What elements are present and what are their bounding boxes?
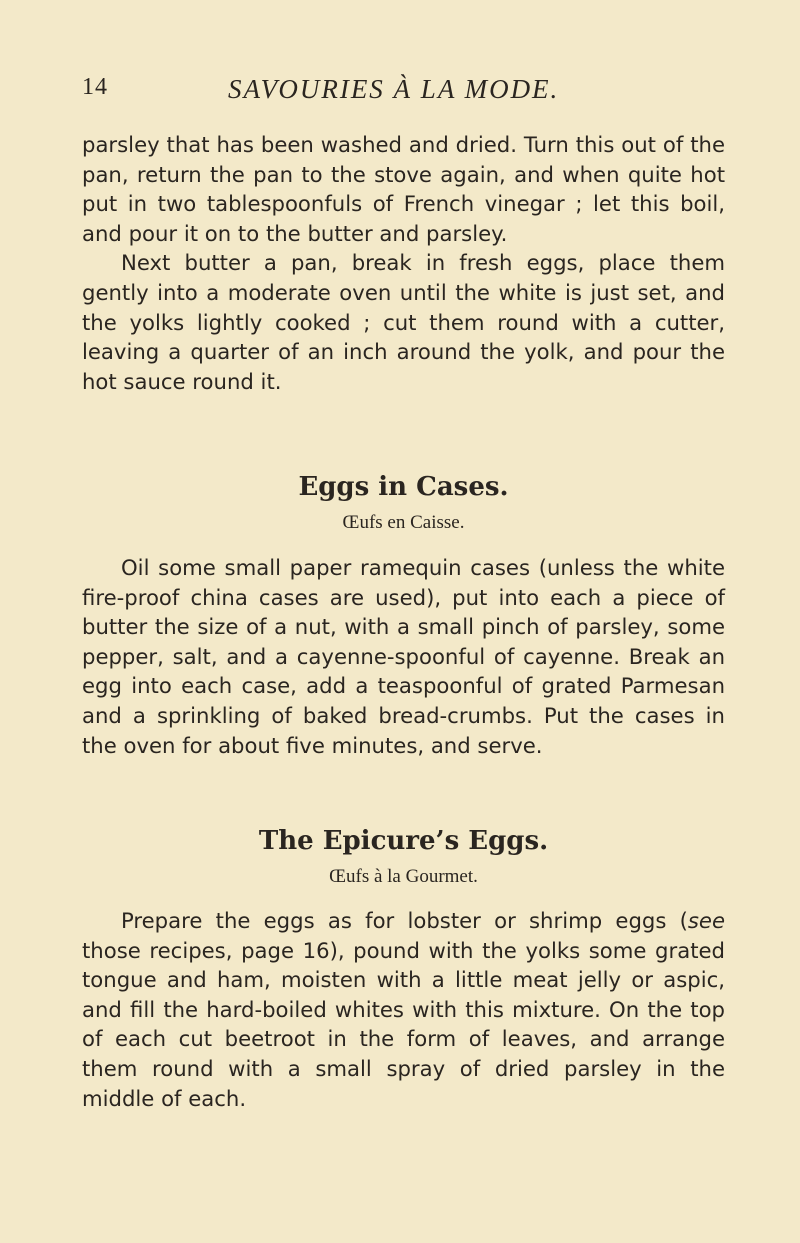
recipe-1-paragraph: Oil some small paper ramequin cases (unless the white fire-proof china cases are used), put into each a piece of butter the size of a nut, with a small pinch of parsley, some pepper, salt, and a cayenne-spoonful of cayenne. Break an egg into each case, add a teaspoonful of grated Parmesan and a sprinkling of baked bread-crumbs. Put the cases in the oven for about five minutes, and serve. [82,555,725,758]
running-title: SAVOURIES À LA MODE. [228,74,560,104]
recipe-2-text-block [82,906,725,1113]
recipe-2-subtitle: Œufs à la Gourmet. [329,866,478,887]
intro-text [82,130,725,396]
recipe-2-text-start: Prepare the eggs as for lobster or shrimp eggs ( [121,908,688,933]
page-number: 14 [82,74,108,100]
recipe-2-see-italic: see [687,908,725,933]
recipe-2-text-end: those recipes, page 16), pound with the yolks some grated tongue and ham, moisten with a little meat jelly or aspic, and fill the hard-boiled whites with this mixture. On the top of each cut beetroot in the form of leaves, and arrange them round with a small spray of dried parsley in the middle of each. [82,937,725,1111]
running-header [82,74,722,110]
recipe-1-title: Eggs in Cases. [298,472,509,502]
recipe-2-paragraph [82,906,725,1113]
recipe-2-title: The Epicure’s Eggs. [258,826,549,856]
recipe-1-text-block [82,553,725,760]
recipe-1-subtitle: Œufs en Caisse. [342,512,465,533]
intro-paragraph-1: parsley that has been washed and dried. Turn this out of the pan, return the pan to the stove again, and when quite hot put in two tablespoonfuls of French vinegar ; let this boil, and pour it on to the butter and parsley. [82,132,725,246]
intro-paragraph-2: Next butter a pan, break in fresh eggs, place them gently into a moderate oven until the white is just set, and the yolks lightly cooked ; cut them round with a cutter, leaving a quarter of an inch around the yolk, and pour the hot sauce round it. [82,250,725,394]
